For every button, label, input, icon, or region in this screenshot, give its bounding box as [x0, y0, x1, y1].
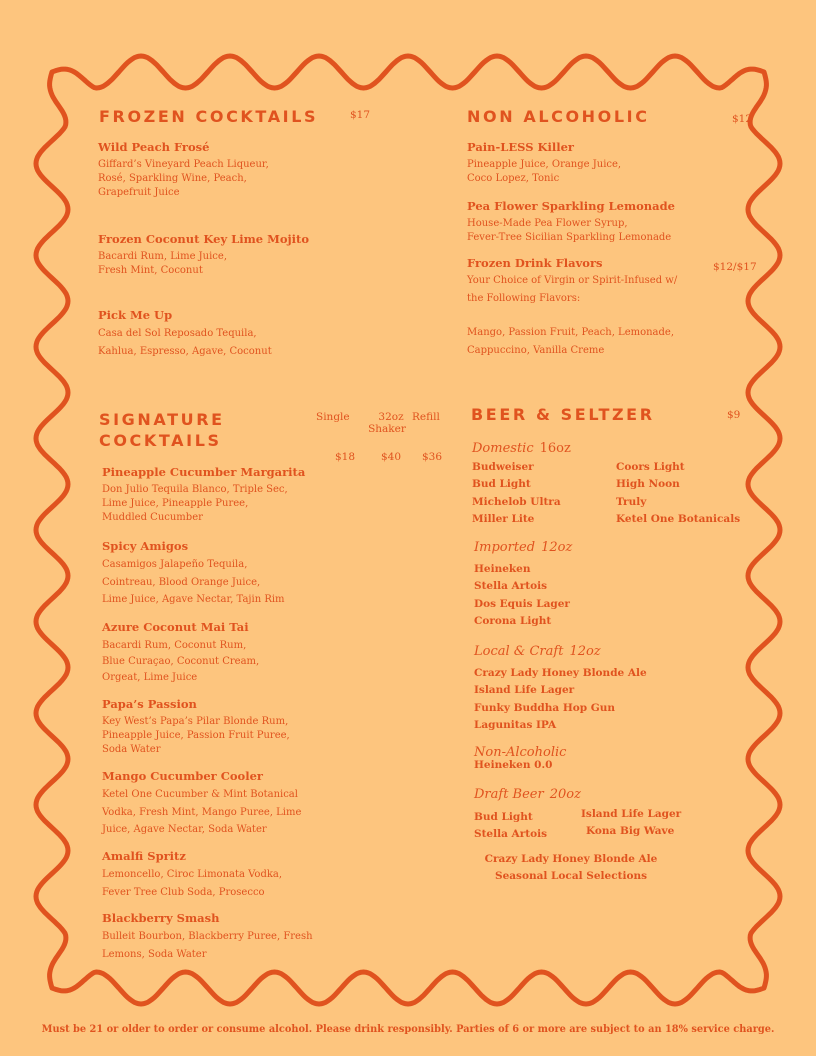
menu-item-name: Amalfi Spritz — [102, 849, 186, 863]
beer-item: Crazy Lady Honey Blonde Ale — [484, 853, 658, 865]
price-shaker: $40 — [381, 451, 402, 463]
beer-category-imported: Imported 12oz — [474, 540, 573, 555]
beer-item: Dos Equis Lager — [474, 597, 570, 610]
price-refill: $36 — [422, 451, 443, 463]
beer-category-domestic: Domestic 16oz — [472, 441, 571, 456]
col-header-shaker: Shaker — [368, 423, 406, 435]
beer-seltzer-price: $9 — [727, 409, 741, 421]
beer-item: Stella Artois — [474, 828, 547, 841]
flavor-list: Mango, Passion Fruit, Peach, Lemonade, Cappuccino, Vanilla Creme — [467, 327, 675, 356]
frozen-cocktails-title: FROZEN COCKTAILS — [99, 107, 319, 126]
menu-item-name: Frozen Coconut Key Lime Mojito — [98, 232, 310, 246]
menu-item-desc: Don Julio Tequila Blanco, Triple Sec, Lime Juice, Pineapple Puree, Muddled Cucumber — [102, 484, 288, 523]
non-alcoholic-price: $12 — [732, 113, 753, 125]
beer-item: Kona Big Wave — [586, 825, 675, 838]
beer-item: Ketel One Botanicals — [616, 513, 741, 526]
footer-disclaimer: Must be 21 or older to order or consume alcohol. Please drink responsibly. Parties of 6 or more are subject to an 18% service charge. — [41, 1024, 775, 1035]
menu-item-name: Mango Cucumber Cooler — [102, 769, 263, 783]
col-header-refill: Refill — [412, 411, 440, 423]
beer-item: Island Life Lager — [581, 808, 682, 820]
beer-item: Island Life Lager — [474, 684, 575, 697]
beer-item: Truly — [616, 495, 647, 508]
menu-item-desc: Bulleit Bourbon, Blackberry Puree, Fresh Lemons, Soda Water — [102, 931, 313, 960]
beer-category-draft: Draft Beer 20oz — [474, 787, 581, 802]
imported-list — [474, 561, 570, 631]
menu-item-desc: Bacardi Rum, Lime Juice, Fresh Mint, Coconut — [98, 251, 228, 276]
draft-extra-list — [474, 851, 668, 886]
draft-list-right — [581, 806, 681, 841]
beer-category-non-alcoholic: Non-Alcoholic — [474, 745, 567, 760]
menu-item-desc: Your Choice of Virgin or Spirit-Infused w/ the Following Flavors: — [467, 275, 678, 304]
frozen-flavors-price: $12/$17 — [713, 261, 757, 273]
non-alcoholic-title: NON ALCOHOLIC — [467, 107, 650, 126]
beer-item: Crazy Lady Honey Blonde Ale — [474, 667, 647, 679]
beer-item: Budweiser — [472, 461, 534, 473]
signature-title-line1: SIGNATURE — [99, 410, 225, 429]
beer-item: High Noon — [616, 478, 680, 491]
beer-item: Heineken — [474, 563, 531, 575]
menu-item-desc: Pineapple Juice, Orange Juice, Coco Lopez, Tonic — [467, 159, 622, 184]
beer-item: Seasonal Local Selections — [494, 870, 647, 883]
beer-item: Miller Lite — [472, 513, 535, 526]
menu-item-name: Frozen Drink Flavors — [467, 256, 603, 270]
beer-item: Lagunitas IPA — [474, 719, 557, 732]
domestic-list-right — [616, 459, 740, 529]
draft-list-left — [474, 809, 547, 844]
beer-item: Funky Buddha Hop Gun — [474, 701, 616, 714]
menu-item-name: Spicy Amigos — [102, 539, 189, 553]
menu-item-name: Pain-LESS Killer — [467, 140, 574, 154]
frozen-cocktails-price: $17 — [350, 109, 371, 121]
menu-item-desc: Key West’s Papa’s Pilar Blonde Rum, Pineapple Juice, Passion Fruit Puree, Soda Water — [102, 716, 290, 755]
menu-item-desc: Giffard’s Vineyard Peach Liqueur, Rosé, Sparkling Wine, Peach, Grapefruit Juice — [98, 159, 269, 198]
domestic-list-left — [472, 459, 561, 529]
menu-item-name: Blackberry Smash — [102, 911, 220, 925]
menu-item-desc: Bacardi Rum, Coconut Rum, Blue Curaçao, Coconut Cream, Orgeat, Lime Juice — [102, 640, 260, 683]
menu-item-desc: Casamigos Jalapeño Tequila, Cointreau, Blood Orange Juice, Lime Juice, Agave Nectar, Tajin Rim — [102, 559, 285, 605]
beer-item: Heineken 0.0 — [474, 759, 553, 771]
menu-item-name: Wild Peach Frosé — [98, 140, 210, 154]
beer-item: Corona Light — [474, 615, 552, 628]
menu-item-name: Papa’s Passion — [102, 697, 197, 711]
menu-item-desc: Lemoncello, Ciroc Limonata Vodka, Fever Tree Club Soda, Prosecco — [102, 869, 283, 898]
menu-item-name: Azure Coconut Mai Tai — [102, 620, 249, 634]
price-single: $18 — [335, 451, 356, 463]
menu-item-desc: House-Made Pea Flower Syrup, Fever-Tree Sicilian Sparkling Lemonade — [467, 218, 672, 243]
beer-item: Michelob Ultra — [472, 495, 561, 508]
menu-item-name: Pineapple Cucumber Margarita — [102, 465, 306, 479]
beer-item: Bud Light — [472, 478, 531, 491]
col-header-single: Single — [316, 411, 350, 423]
beer-item: Bud Light — [474, 811, 533, 823]
menu-item-name: Pick Me Up — [98, 308, 173, 322]
beer-item: Stella Artois — [474, 580, 547, 593]
beer-item: Coors Light — [616, 461, 685, 473]
menu-item-desc: Ketel One Cucumber & Mint Botanical Vodka, Fresh Mint, Mango Puree, Lime Juice, Agave Nectar, Soda Water — [102, 789, 302, 835]
beer-seltzer-title: BEER & SELTZER — [471, 405, 655, 424]
col-header-shaker-size: 32oz — [378, 411, 404, 423]
menu-item-name: Pea Flower Sparkling Lemonade — [467, 199, 675, 213]
local-craft-list — [474, 665, 647, 735]
beer-category-local-craft: Local & Craft 12oz — [474, 644, 601, 659]
signature-title-line2: COCKTAILS — [99, 431, 222, 450]
menu-item-desc: Casa del Sol Reposado Tequila, Kahlua, Espresso, Agave, Coconut — [98, 328, 272, 357]
